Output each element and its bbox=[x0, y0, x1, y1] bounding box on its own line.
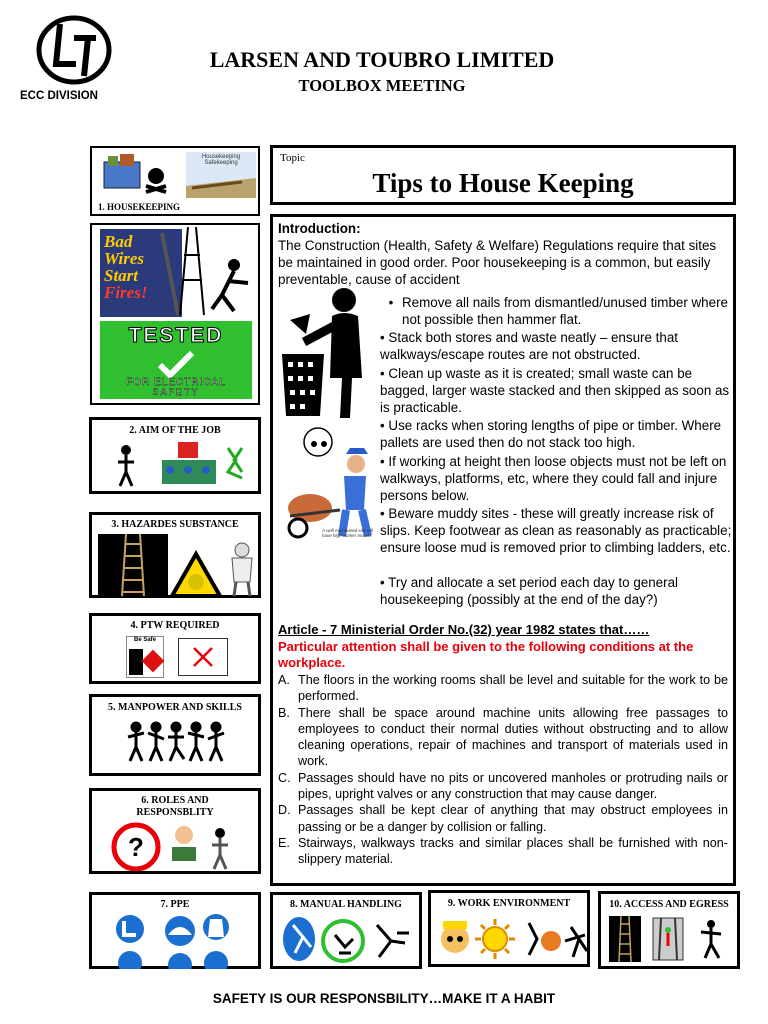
manpower-illustration bbox=[92, 719, 258, 769]
panel-roles-responsibility bbox=[89, 788, 261, 874]
safety-text: SAFETY bbox=[152, 387, 200, 397]
panel-manpower-skills bbox=[89, 694, 261, 776]
aim-illustration bbox=[92, 440, 258, 490]
bad-wires-text: Bad Wires Start Fires! bbox=[104, 232, 148, 302]
panel-aim-of-job bbox=[89, 417, 261, 494]
tested-label: TESTED bbox=[128, 324, 224, 347]
company-name: LARSEN AND TOUBRO LIMITED bbox=[209, 47, 555, 72]
caption-roles-2: RESPONSBLITY bbox=[136, 807, 214, 818]
meeting-title: TOOLBOX MEETING bbox=[298, 76, 466, 95]
article-item-b: B. There shall be space around machine units allowing free passages to employees to conduct their normal duties without obstructing and to allow cleaning operations, repair of machines and transport of materials used in work. bbox=[278, 705, 728, 769]
topic-box bbox=[270, 145, 736, 205]
bullet-4: • Use racks when storing lengths of pipe or timber. Where pallets are used then do not stack too high. bbox=[380, 418, 722, 450]
intro-heading: Introduction: bbox=[278, 221, 361, 236]
article-heading: Article - 7 Ministerial Order No.(32) year 1982 states that…… bbox=[278, 622, 650, 637]
hazard-illustration bbox=[92, 532, 258, 598]
manual-handling-icons bbox=[273, 913, 421, 965]
caption-access-egress: 10. ACCESS AND EGRESS bbox=[609, 899, 729, 910]
housekeeping-sign-text: Housekeeping Safekeeping bbox=[201, 154, 241, 166]
panel-access-egress bbox=[598, 891, 740, 969]
intro-text: The Construction (Health, Safety & Welfare) Regulations require that sites be maintained in good order. Poor housekeeping is a common, but easily preventable, cause of accident bbox=[278, 238, 717, 287]
panel-work-environment bbox=[428, 890, 590, 967]
roles-illustration bbox=[92, 821, 258, 871]
bullet-6: • Beware muddy sites - these will greatly increase risk of slips. Keep footwear as clean as reasonably as practicable; ensure loose mud is removed prior to climbing ladders, etc. bbox=[380, 506, 732, 555]
panel-housekeeping bbox=[90, 146, 260, 216]
litter-bin-illustration bbox=[276, 286, 376, 420]
caption-roles-1: 6. ROLES AND bbox=[141, 795, 209, 806]
bullet-1: • Remove all nails from dismantled/unused timber where not possible then hammer flat. bbox=[380, 294, 732, 328]
work-environment-icons bbox=[431, 913, 589, 965]
checkmark-icon bbox=[156, 349, 196, 379]
footer-slogan: SAFETY IS OUR RESPONSBILITY…MAKE IT A HABIT bbox=[212, 991, 556, 1006]
lt-logo bbox=[36, 12, 112, 88]
caption-manual-handling: 8. MANUAL HANDLING bbox=[290, 899, 402, 910]
ppe-icons bbox=[92, 913, 258, 969]
bullet-marker: • bbox=[388, 295, 394, 310]
topic-title: Tips to House Keeping bbox=[372, 168, 634, 198]
panel-manual-handling bbox=[270, 892, 422, 969]
bullet-5: • If working at height then loose objects must not be left on walkways, platforms, etc, where they could fall and injure persons below. bbox=[380, 454, 727, 503]
panel-electrical-safety bbox=[90, 223, 260, 405]
introduction bbox=[278, 220, 728, 288]
svg-text:?: ? bbox=[128, 832, 144, 862]
caption-manpower: 5. MANPOWER AND SKILLS bbox=[108, 702, 242, 713]
access-egress-icons bbox=[601, 914, 739, 966]
caption-ppe: 7. PPE bbox=[160, 899, 190, 910]
caption-ptw: 4. PTW REQUIRED bbox=[130, 620, 220, 631]
article-red-text: Particular attention shall be given to the following conditions at the workplace. bbox=[278, 639, 694, 670]
bullet-7: • Try and allocate a set period each day to general housekeeping (possibly at the end of the day?) bbox=[380, 575, 678, 607]
division-label: ECC DIVISION bbox=[20, 90, 98, 102]
cartoon-caption: A well maintained site will have high worker morale. bbox=[322, 528, 373, 538]
article-item-e: E. Stairways, walkways tracks and similar places shall be furnished with non-slippery material. bbox=[278, 835, 728, 867]
caption-work-environment: 9. WORK ENVIRONMENT bbox=[447, 898, 571, 909]
tested-sticker bbox=[100, 321, 252, 399]
caption-aim: 2. AIM OF THE JOB bbox=[129, 425, 221, 436]
topic-label: Topic bbox=[280, 152, 305, 164]
panel-ptw-required bbox=[89, 613, 261, 684]
panel-hazardous-substance bbox=[89, 512, 261, 598]
article-item-c: C. Passages should have no pits or uncovered manholes or protruding nails or pipes, upright valves or any construction that may cause danger. bbox=[278, 770, 728, 802]
panel-ppe bbox=[89, 892, 261, 969]
caption-housekeeping: 1. HOUSEKEEPING bbox=[98, 202, 181, 212]
bullet-3: • Clean up waste as it is created; small waste can be bagged, larger waste stacked and then skipped as soon as is practicable. bbox=[380, 366, 730, 415]
be-safe-sign: Be Safe bbox=[126, 636, 164, 678]
article-item-a: A. The floors in the working rooms shall be level and suitable for the work to be performed. bbox=[278, 673, 728, 704]
for-electrical-text: FOR ELECTRICAL bbox=[126, 377, 226, 388]
close-icon bbox=[178, 638, 228, 676]
article-list bbox=[278, 672, 728, 868]
article-item-d: D. Passages shall be kept clear of anything that may obstruct employees in passing or be a danger by collision or falling. bbox=[278, 803, 728, 834]
bullet-2: • Stack both stores and waste neatly – ensure that walkways/escape routes are not obstructed. bbox=[380, 330, 678, 362]
caption-hazards: 3. HAZARDES SUBSTANCE bbox=[111, 519, 239, 530]
